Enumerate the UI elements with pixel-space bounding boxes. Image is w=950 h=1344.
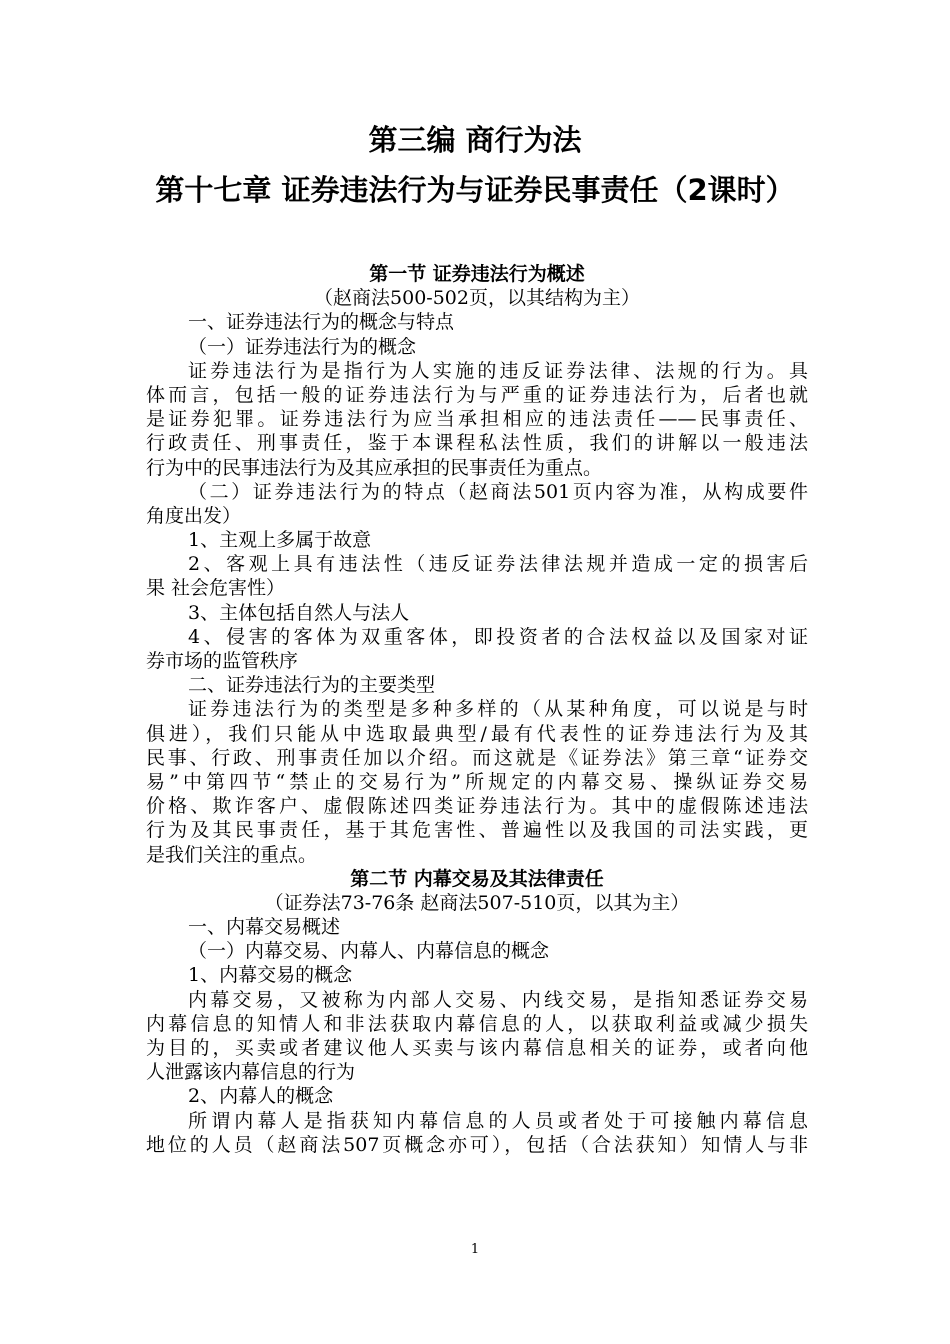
page-number: 1 (470, 1242, 480, 1257)
paragraph-line: 行为中的民事违法行为及其应承担的民事责任为重点。 (146, 456, 603, 479)
paragraph-line: 一、内幕交易概述 (188, 916, 341, 939)
paragraph-line: 一、证券违法行为的概念与特点 (188, 311, 455, 334)
source-note-2: （证券法73-76条 赵商法507-510页，以其为主） (264, 891, 690, 914)
paragraph-line: （二）证券违法行为的特点（赵商法501页内容为准，从构成要件 (188, 480, 808, 503)
paragraph-line: 4、侵害的客体为双重客体，即投资者的合法权益以及国家对证 (188, 625, 808, 648)
paragraph-line: 角度出发） (146, 504, 242, 527)
paragraph-line: 内幕交易，又被称为内部人交易、内线交易，是指知悉证券交易 (188, 988, 808, 1011)
section-heading-1: 第一节 证券违法行为概述 (369, 263, 585, 285)
paragraph-line: 价格、欺诈客户、虚假陈述四类证券违法行为。其中的虚假陈述违法 (146, 795, 808, 818)
paragraph-line: 1、主观上多属于故意 (188, 529, 372, 552)
chapter-title: 第十七章 证券违法行为与证券民事责任（2课时） (155, 173, 795, 207)
paragraph-line: 人泄露该内幕信息的行为 (146, 1061, 356, 1084)
paragraph-line: （一）证券违法行为的概念 (188, 335, 417, 358)
paragraph-line: 地位的人员（赵商法507页概念亦可），包括（合法获知）知情人与非 (146, 1133, 808, 1156)
paragraph-line: 民事、行政、刑事责任加以介绍。而这就是《证券法》第三章“证券交 (146, 746, 808, 769)
paragraph-line: 果 社会危害性） (146, 577, 286, 600)
paragraph-line: 券市场的监管秩序 (146, 650, 299, 672)
paragraph-line: 3、主体包括自然人与法人 (188, 601, 410, 624)
paragraph-line: 证券违法行为是指行为人实施的违反证券法律、法规的行为。具 (188, 359, 808, 382)
paragraph-line: 易”中第四节“禁止的交易行为”所规定的内幕交易、操纵证券交易 (146, 770, 808, 793)
source-note-1: （赵商法500-502页，以其结构为主） (314, 287, 640, 310)
section-heading-2: 第二节 内幕交易及其法律责任 (350, 867, 604, 890)
paragraph-line: 1、内幕交易的概念 (188, 964, 353, 987)
paragraph-line: 是我们关注的重点。 (146, 843, 318, 866)
paragraph-line: 是证券犯罪。证券违法行为应当承担相应的违法责任——民事责任、 (146, 408, 808, 431)
paragraph-line: 体而言，包括一般的证券违法行为与严重的证券违法行为，后者也就 (146, 383, 808, 406)
paragraph-line: （一）内幕交易、内幕人、内幕信息的概念 (188, 940, 550, 963)
paragraph-line: 所谓内幕人是指获知内幕信息的人员或者处于可接触内幕信息 (188, 1109, 808, 1132)
paragraph-line: 行政责任、刑事责任，鉴于本课程私法性质，我们的讲解以一般违法 (146, 432, 808, 455)
body-text (146, 262, 808, 1157)
paragraph-line: 二、证券违法行为的主要类型 (188, 674, 436, 697)
paragraph-line: 证券违法行为的类型是多种多样的（从某种角度，可以说是与时 (188, 698, 808, 721)
part-title: 第三编 商行为法 (368, 123, 582, 157)
paragraph-line: 行为及其民事责任，基于其危害性、普遍性以及我国的司法实践，更 (146, 819, 808, 842)
paragraph-line: 内幕信息的知情人和非法获取内幕信息的人，以获取利益或减少损失 (146, 1012, 808, 1035)
paragraph-line: 俱进），我们只能从中选取最典型/最有代表性的证券违法行为及其 (146, 722, 808, 745)
paragraph-line: 2、客观上具有违法性（违反证券法律法规并造成一定的损害后 (188, 553, 808, 576)
paragraph-line: 为目的，买卖或者建议他人买卖与该内幕信息相关的证券，或者向他 (146, 1037, 808, 1059)
paragraph-line: 2、内幕人的概念 (188, 1085, 334, 1108)
